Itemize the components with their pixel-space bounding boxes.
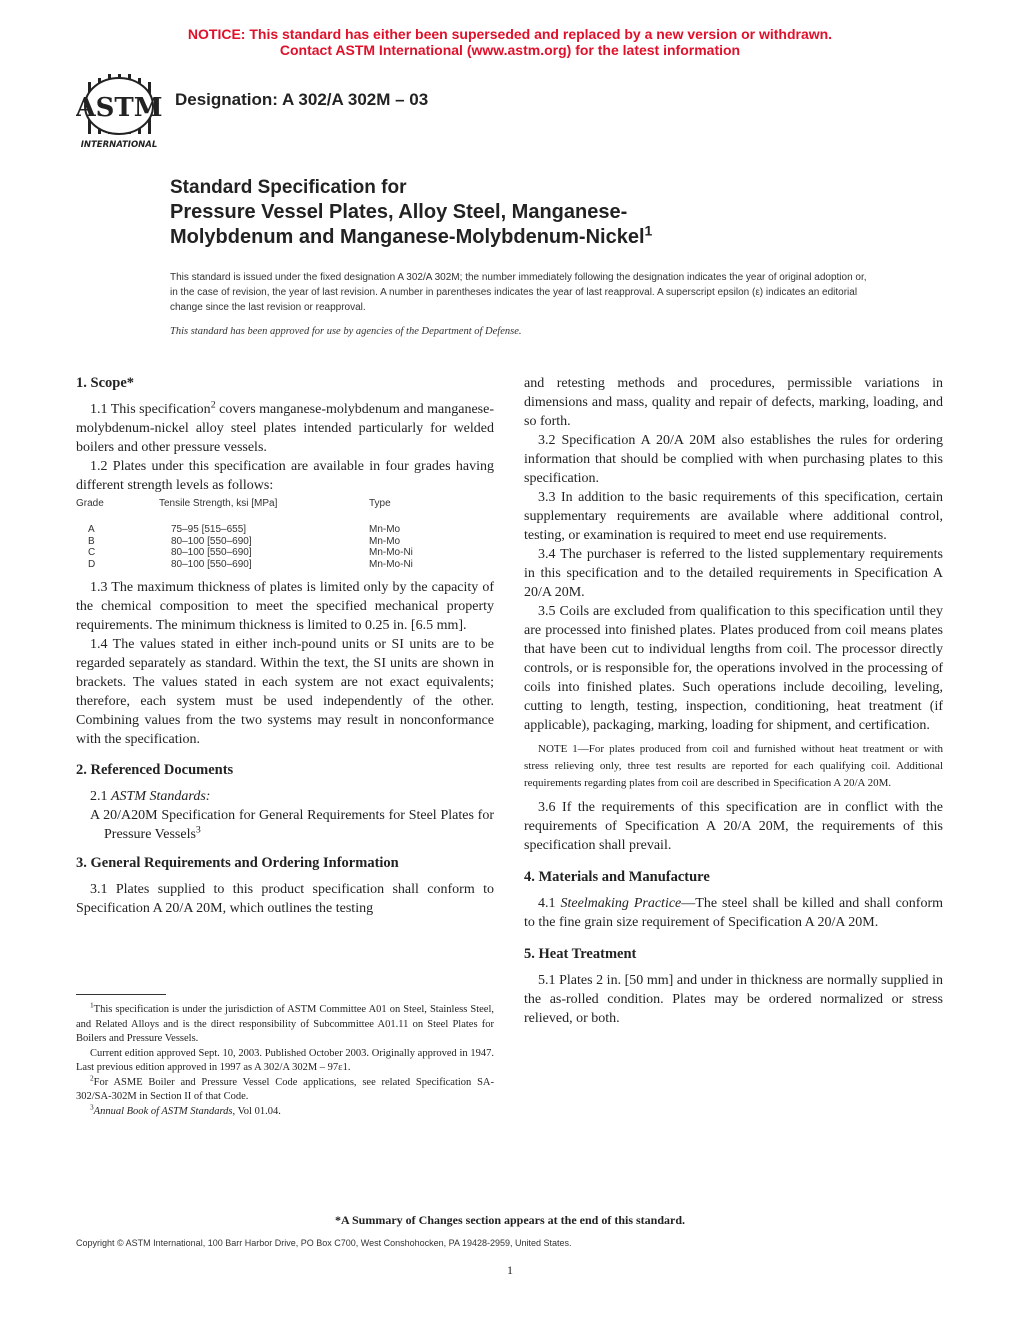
footnote-1-edition: Current edition approved Sept. 10, 2003. Published October 2003. Originally approved in 1947. Last previous edition approved in 1997 as A 302/A 302M – 97ε1. [76, 1047, 494, 1073]
footnote-ref-3: 3 [195, 824, 201, 836]
notice-line-1: NOTICE: This standard has either been superseded and replaced by a new version or withdrawn. [187, 26, 833, 42]
table-row: D 80–100 [550–690] Mn-Mo-Ni [88, 558, 413, 570]
copyright: Copyright © ASTM International, 100 Barr Harbor Drive, PO Box C700, West Conshohocken, PA 19428-2959, United States. [76, 1238, 572, 1248]
notice-line-2: Contact ASTM International (www.astm.org) for the latest information [279, 42, 741, 58]
grades-table [76, 498, 413, 570]
paragraph-3-1-continued: and retesting methods and procedures, permissible variations in dimensions and mass, quality and repair of defects, marking, loading, and so forth. [524, 376, 943, 429]
summary-of-changes-note: *A Summary of Changes section appears at the end of this standard. [334, 1213, 686, 1227]
section-heading-referenced: 2. Referenced Documents [76, 762, 234, 778]
table-row: A 75–95 [515–655] Mn-Mo [88, 524, 401, 535]
paragraph-3-3: 3.3 In addition to the basic requirements of this specification, certain supplementary requirements are available where additional control, testing, or examination is required to meet end use requirements. [524, 490, 943, 543]
page-number: 1 [507, 1263, 513, 1277]
footnote-ref-2: 2 [210, 399, 216, 411]
paragraph-3-1-start: 3.1 Plates supplied to this product specification shall conform to Specification A 20/A 20M, which outlines the testing [76, 882, 494, 916]
note-1: NOTE 1—For plates produced from coil and furnished without heat treatment or with stress relieving only, three test results are reported for each qualifying coil. Additional requirements regarding plates from coil are described in Specification A 20/A 20M. [524, 743, 943, 789]
footnotes [76, 1000, 494, 1119]
section-heading-general: 3. General Requirements and Ordering Information [76, 855, 399, 871]
paragraph-4-1: 4.1 Steelmaking Practice—The steel shall be killed and shall conform to the fine grain size requirement of Specification A 20/A 20M. [524, 896, 944, 930]
notice-banner [0, 26, 1020, 58]
table-row: B 80–100 [550–690] Mn-Mo [88, 535, 401, 547]
paragraph-1-4: 1.4 The values stated in either inch-pound units or SI units are to be regarded separately as standard. Within the text, the SI units are shown in brackets. The values stated in each system are not exact equivalents; therefore, each system must be used independently of the other. Combining values from the two systems may result in nonconformance with the specification. [76, 637, 494, 747]
dod-approval-note: This standard has been approved for use by agencies of the Department of Defense. [170, 326, 522, 337]
right-column [524, 374, 943, 1028]
paragraph-2-1: 2.1 ASTM Standards: [90, 789, 211, 804]
paragraph-3-6: 3.6 If the requirements of this specification are in conflict with the requirements of Specification A 20/A 20M, the requirements of this specification shall prevail. [524, 800, 943, 853]
title-line-1: Standard Specification for [170, 177, 407, 198]
paragraph-5-1: 5.1 Plates 2 in. [50 mm] and under in thickness are normally supplied in the as-rolled condition. Plates may be ordered normalized or stress relieved, or both. [524, 973, 943, 1026]
logo-text: ASTM [76, 93, 162, 123]
table-header-type: Type [369, 498, 391, 509]
footnote-divider [76, 994, 166, 995]
designation: Designation: A 302/A 302M – 03 [175, 90, 429, 109]
table-header-grade: Grade [76, 498, 104, 509]
logo-subtext: INTERNATIONAL [80, 140, 158, 150]
paragraph-1-3: 1.3 The maximum thickness of plates is limited only by the capacity of the chemical composition to meet the specified mechanical property requirements. The minimum thickness is limited to 0.25 in. [6.5 mm]. [76, 580, 494, 633]
footnote-3: $^3$Annual Book of ASTM Standards, Vol 01.04. [90, 1102, 281, 1117]
paragraph-1-2: 1.2 Plates under this specification are available in four grades having different strength levels as follows: [76, 459, 494, 493]
left-column [76, 374, 494, 918]
document-title [170, 175, 652, 250]
astm-logo [76, 72, 162, 150]
paragraph-3-4: 3.4 The purchaser is referred to the listed supplementary requirements in this specification and to the detailed requirements in Specification A 20/A 20M. [524, 547, 943, 600]
footnote-1: $^1$This specification is under the jurisdiction of ASTM Committee A01 on Steel, Stainless Steel, and Related Alloys and is the direct responsibility of Subcommittee A01.11 on Steel Plates for Boilers and Pressure Vessels. [76, 1000, 494, 1044]
footnote-2: $^2$For ASME Boiler and Pressure Vessel Code applications, see related Specification SA-302/SA-302M in Section II of that Code. [76, 1073, 494, 1102]
section-heading-materials: 4. Materials and Manufacture [524, 869, 710, 885]
paragraph-3-5: 3.5 Coils are excluded from qualification to this specification until they are processed into finished plates. Plates produced from coil means plates that have been cut to individual lengths from coil. The processor directly controls, or is responsible for, the operations involved in the processing of coils into finished plates. Such operations include decoiling, leveling, cutting to length, testing, inspection, conditioning, heat treatment (if applicable), packaging, marking, loading for shipment, and certification. [524, 604, 943, 733]
astm-logo-graphic [76, 72, 162, 150]
title-footnote-mark: 1 [644, 222, 653, 239]
title-line-2: Pressure Vessel Plates, Alloy Steel, Manganese- [170, 201, 628, 223]
paragraph-3-2: 3.2 Specification A 20/A 20M also establishes the rules for ordering information that should be complied with when purchasing plates to this specification. [524, 433, 943, 486]
title-line-3-text: Molybdenum and Manganese-Molybdenum-Nickel [170, 226, 645, 248]
table-row: C 80–100 [550–690] Mn-Mo-Ni [88, 547, 413, 558]
table-header-tensile: Tensile Strength, ksi [MPa] [159, 498, 278, 509]
section-heading-scope: 1. Scope* [76, 375, 134, 391]
paragraph-1-1: 1.1 This specification$^2$ covers manganese-molybdenum and manganese-molybdenum-nickel alloy steel plates intended particularly for welded boilers and other pressure vessels. [76, 399, 494, 455]
section-heading-heat-treatment: 5. Heat Treatment [524, 946, 637, 962]
table-header-row [76, 498, 413, 518]
reference-a20: A 20/A20M Specification for General Requirements for Steel Plates for Pressure Vessels$^3$ [90, 808, 494, 842]
title-line-3 [170, 222, 653, 250]
issued-note: This standard is issued under the fixed designation A 302/A 302M; the number immediately following the designation indicates the year of original adoption or, in the case of revision, the year of last revision. A number in parentheses indicates the year of last reapproval. A superscript epsilon (ε) indicates an editorial change since the last revision or reapproval. [170, 272, 867, 313]
